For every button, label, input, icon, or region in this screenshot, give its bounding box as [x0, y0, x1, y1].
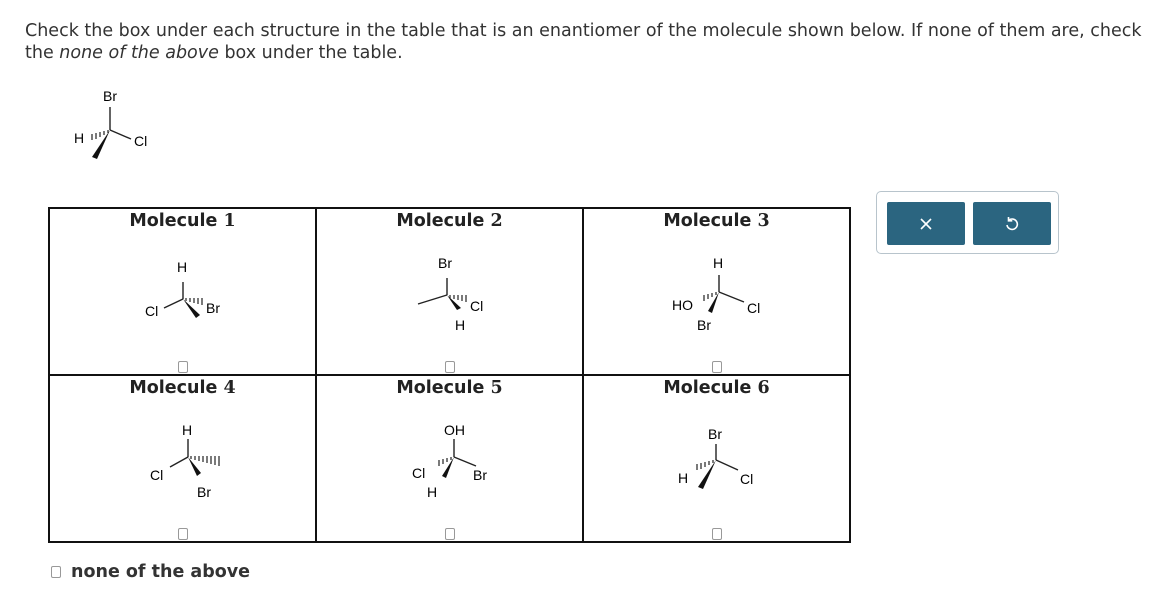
atom-label: Cl — [150, 467, 164, 483]
atom-label: H — [678, 470, 689, 486]
atom-label: Br — [197, 484, 211, 500]
molecule-title: Molecule 6 — [663, 378, 770, 398]
molecule-title: Molecule 2 — [396, 211, 503, 231]
atom-label: Br — [206, 300, 220, 316]
ref-label-top: Br — [103, 88, 117, 104]
molecule-structure — [584, 376, 849, 541]
atom-label: Br — [697, 317, 711, 333]
molecule-title: Molecule 4 — [129, 378, 236, 398]
none-of-above-label: none of the above — [71, 562, 251, 582]
molecule-5-checkbox[interactable] — [445, 528, 455, 540]
molecule-structure — [317, 209, 582, 374]
molecule-structure — [317, 376, 582, 541]
atom-label: H — [455, 317, 466, 333]
molecule-structure — [584, 209, 849, 374]
clear-button[interactable] — [887, 202, 965, 245]
undo-button[interactable] — [973, 202, 1051, 245]
atom-label: H — [182, 422, 193, 438]
atom-label: Cl — [470, 298, 484, 314]
atom-label: H — [427, 484, 438, 500]
none-of-above-option[interactable] — [51, 561, 250, 583]
molecule-title: Molecule 5 — [396, 378, 503, 398]
ref-label-left: H — [74, 130, 85, 146]
atom-label: Cl — [145, 303, 159, 319]
atom-label: Br — [473, 467, 487, 483]
molecule-cell-6 — [583, 375, 850, 542]
reference-molecule — [0, 0, 200, 180]
ref-label-right: Cl — [134, 133, 148, 149]
molecule-title: Molecule 1 — [129, 211, 236, 231]
molecule-title: Molecule 3 — [663, 211, 770, 231]
none-of-above-checkbox[interactable] — [51, 566, 61, 578]
atom-label: HO — [672, 297, 693, 313]
question-text: Check the box under each structure in the table that is an enantiomer of the molecule shown below. If none of them are, check the none of the above box under the table. — [25, 21, 1142, 63]
atom-label: Cl — [412, 465, 426, 481]
undo-icon — [1004, 216, 1020, 232]
molecule-6-checkbox[interactable] — [712, 528, 722, 540]
molecule-cell-2 — [316, 208, 583, 375]
atom-label: Br — [708, 426, 722, 442]
atom-label: H — [713, 255, 724, 271]
atom-label: H — [177, 259, 188, 275]
tool-panel — [876, 191, 1059, 254]
molecule-3-checkbox[interactable] — [712, 361, 722, 373]
molecule-2-checkbox[interactable] — [445, 361, 455, 373]
x-icon — [919, 217, 933, 231]
atom-label: Cl — [740, 471, 754, 487]
molecule-structure — [50, 209, 315, 374]
molecule-cell-1 — [49, 208, 316, 375]
molecule-cell-3 — [583, 208, 850, 375]
atom-label: Cl — [747, 300, 761, 316]
molecule-cell-4 — [49, 375, 316, 542]
molecule-table — [48, 207, 851, 543]
molecule-4-checkbox[interactable] — [178, 528, 188, 540]
molecule-1-checkbox[interactable] — [178, 361, 188, 373]
atom-label: Br — [438, 255, 452, 271]
molecule-structure — [50, 376, 315, 541]
atom-label: OH — [444, 422, 465, 438]
molecule-cell-5 — [316, 375, 583, 542]
